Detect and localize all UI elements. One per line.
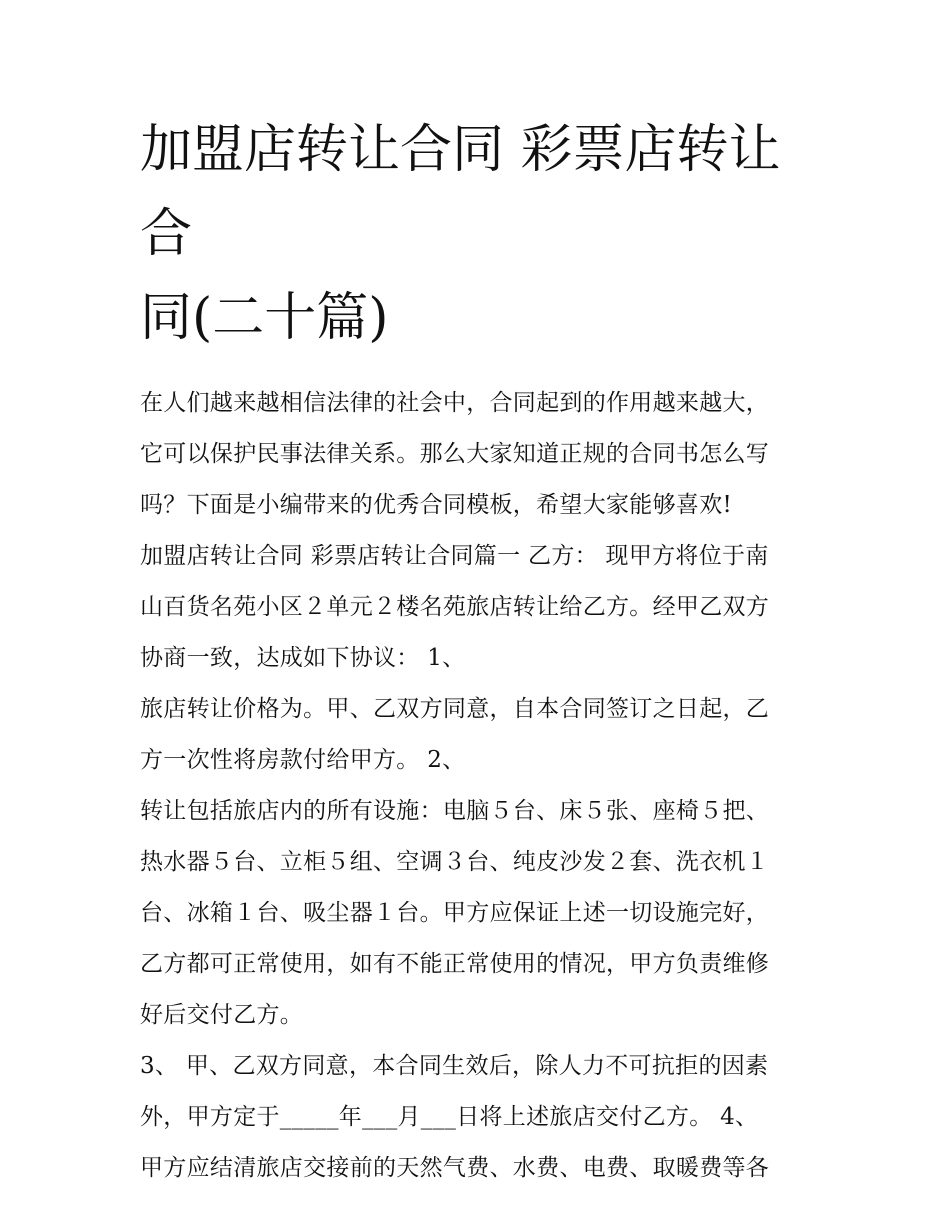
body-line: 它可以保护民事法律关系。那么大家知道正规的合同书怎么写 <box>140 441 770 467</box>
body-line: 台、冰箱１台、吸尘器１台。甲方应保证上述一切设施完好， <box>140 900 770 926</box>
document-title <box>140 108 820 360</box>
body-line: 外，甲方定于_____年___月___日将上述旅店交付乙方。 4、 <box>140 1104 759 1130</box>
body-line: 在人们越来越相信法律的社会中，合同起到的作用越来越大， <box>140 390 770 416</box>
body-line: 吗？下面是小编带来的优秀合同模板，希望大家能够喜欢! <box>140 492 733 518</box>
body-line: 山百货名苑小区２单元２楼名苑旅店转让给乙方。经甲乙双方 <box>140 594 770 620</box>
body-line: 旅店转让价格为。甲、乙双方同意，自本合同签订之日起，乙 <box>140 696 770 722</box>
body-line: 方一次性将房款付给甲方。 2、 <box>140 747 466 773</box>
document-body <box>140 378 820 1194</box>
body-line: 加盟店转让合同 彩票店转让合同篇一 乙方： 现甲方将位于南 <box>140 543 769 569</box>
body-line: 3、 甲、乙双方同意，本合同生效后，除人力不可抗拒的因素 <box>140 1053 769 1079</box>
body-line: 甲方应结清旅店交接前的天然气费、水费、电费、取暖费等各 <box>140 1155 770 1181</box>
document-page <box>140 108 820 1194</box>
body-line: 转让包括旅店内的所有设施：电脑５台、床５张、座椅５把、 <box>140 798 770 824</box>
body-line: 热水器５台、立柜５组、空调３台、纯皮沙发２套、洗衣机１ <box>140 849 770 875</box>
body-line: 好后交付乙方。 <box>140 1002 304 1028</box>
title-line: 加盟店转让合同 彩票店转让合 <box>140 120 781 264</box>
body-line: 协商一致，达成如下协议： 1、 <box>140 645 466 671</box>
body-line: 乙方都可正常使用，如有不能正常使用的情况，甲方负责维修 <box>140 951 770 977</box>
title-line: 同(二十篇) <box>140 288 389 348</box>
